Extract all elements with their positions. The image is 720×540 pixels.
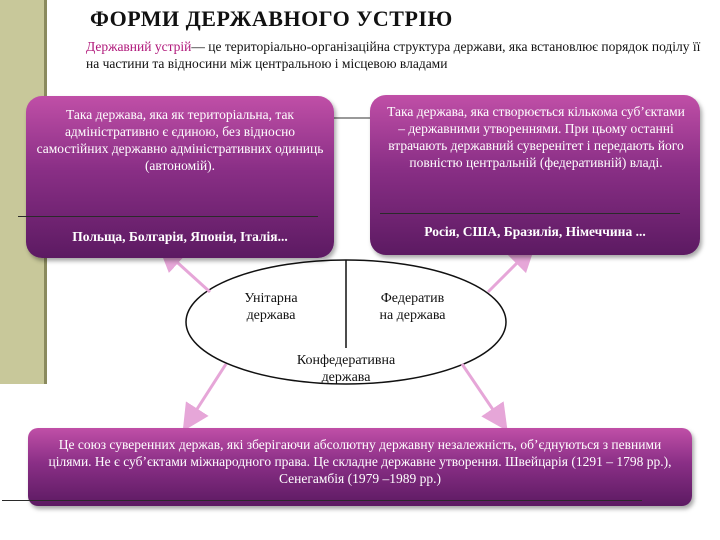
federation-divider (380, 213, 680, 214)
arrow-to-confederation-right (462, 364, 500, 420)
definition-term: Державний устрій (86, 39, 192, 54)
arrow-to-federation (488, 254, 526, 292)
page-title: ФОРМИ ДЕРЖАВНОГО УСТРІЮ (90, 6, 453, 31)
definition-body: — це територіально-організаційна структура держави, яка встановлює порядок поділу її на частини та відносини між центральною і місцевою владами (86, 39, 701, 71)
federation-description: Така держава, яка створюється кількома суб’єктами – державними утвореннями. При цьому останні втрачають державний суверенітет і передають його повністю центральній (федеративній) владі. (387, 104, 685, 170)
unitary-divider (18, 216, 318, 217)
unitary-label: Унітарна держава (244, 291, 298, 323)
unitary-state-box (26, 96, 334, 258)
federation-label: Федератив на держава (379, 291, 446, 323)
unitary-description: Така держава, яка як територіальна, так адміністративно є єдиною, без відносно самостійних державно адміністративних одиниць (автономій). (36, 107, 324, 173)
arrow-to-confederation-left (190, 364, 226, 420)
arrow-to-unitary (168, 254, 210, 292)
unitary-examples: Польща, Болгарія, Японія, Італія... (72, 229, 288, 244)
federation-examples: Росія, США, Бразилія, Німеччина ... (424, 224, 646, 239)
confederation-box (28, 428, 692, 506)
confederation-label: Конфедеративна держава (296, 353, 396, 385)
confederation-description: Це союз суверенних держав, які зберігаючи абсолютну державну незалежність, об’єднуються з певними цілями. Не є суб’єктами міжнародного права. Це складне державне утворення. Швейцарія (1291 – 1798 рр.), Сенегамбія (1979 –1989 рр.) (48, 437, 672, 486)
federation-state-box (370, 95, 700, 255)
confederation-divider (2, 500, 642, 501)
